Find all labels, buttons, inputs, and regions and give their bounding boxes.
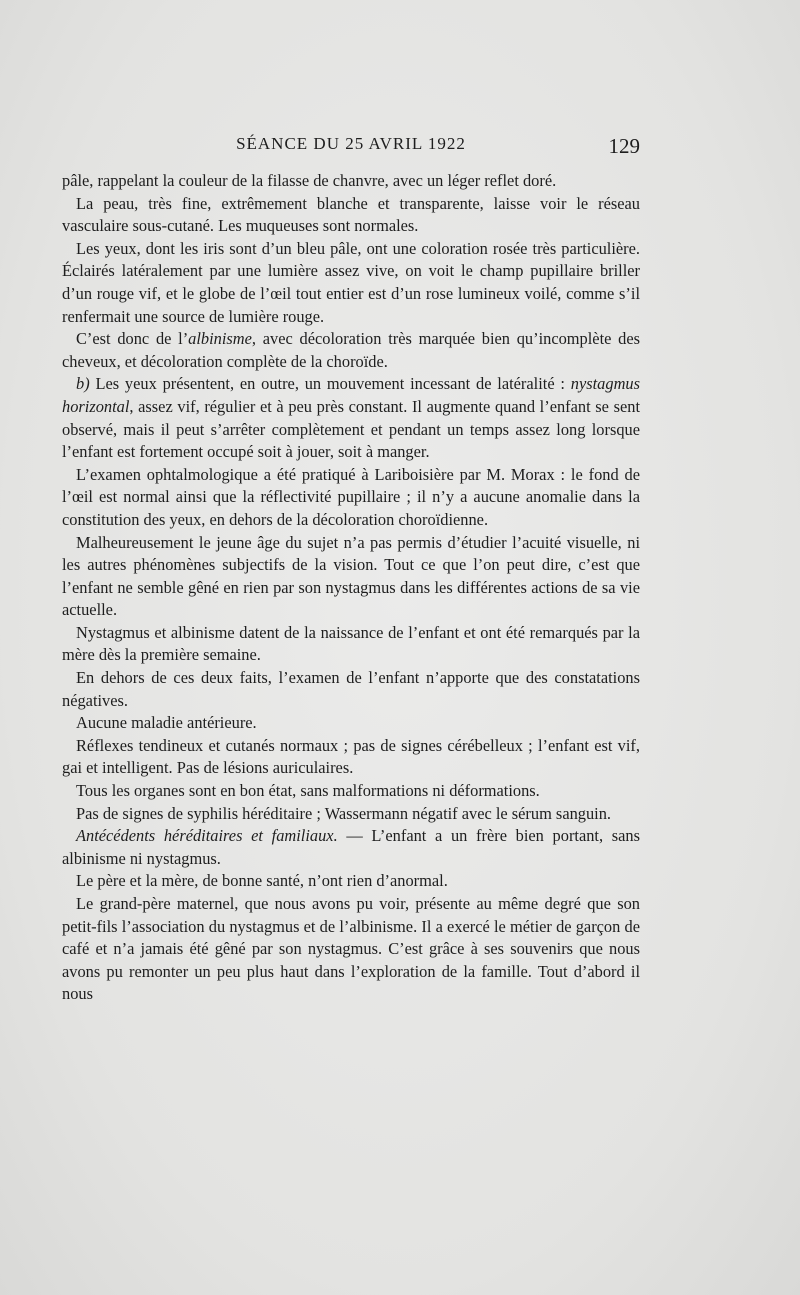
running-head: SÉANCE DU 25 AVRIL 1922 [236,134,466,153]
paragraph [62,373,640,463]
text-run: C’est donc de l’ [76,329,189,349]
paragraph: Pas de signes de syphilis héréditaire ; Wassermann négatif avec le sérum sanguin. [76,803,612,823]
text-run: , assez vif, régulier et à peu près constant. Il augmente quand l’enfant se sent observé, mais il peut s’arrêter complètement et pendant un temps assez long lorsque l’enfant est fortement occupé soit à jouer, soit à manger. [62,396,640,462]
paragraph: Tous les organes sont en bon état, sans malformations ni déformations. [76,781,540,801]
italic-term: nystagmus horizontal [62,374,640,416]
paragraph: Réflexes tendineux et cutanés normaux ; pas de signes cérébelleux ; l’enfant est vif, gai et intelligent. Pas de lésions auriculaires. [62,735,640,778]
paragraph: Aucune maladie antérieure. [76,713,257,733]
list-label: b) [76,374,90,394]
text-run: — L’enfant a un frère bien portant, sans albinisme ni nystagmus. [62,826,640,868]
paragraph: L’examen ophtalmologique a été pratiqué à Lariboisière par M. Morax : le fond de l’œil est normal ainsi que la réflectivité pupillaire ; il n’y a aucune anomalie dans la constitution des yeux, en dehors de la décoloration choroïdienne. [62,464,640,529]
page-header [62,134,640,164]
paragraph [62,825,640,870]
paragraph: Malheureusement le jeune âge du sujet n’a pas permis d’étudier l’acuité visuelle, ni les autres phénomènes subjectifs de la vision. Tout ce que l’on peut dire, c’est que l’enfant ne semble gêné en rien par son nystagmus dans les différentes actions de sa vie actuelle. [62,532,640,620]
body-text [62,170,640,1006]
section-heading: Antécédents héréditaires et familiaux. [76,826,338,846]
paragraph: Le grand-père maternel, que nous avons pu voir, présente au même degré que son petit-fils l’association du nystagmus et de l’albinisme. Il a exercé le métier de garçon de café et n’a jamais été gêné par son nystagmus. C’est grâce à ses souvenirs que nous avons pu remonter un peu plus haut dans l’exploration de la famille. Tout d’abord il nous [62,894,640,1004]
paragraph: pâle, rappelant la couleur de la filasse de chanvre, avec un léger reflet doré. [62,171,557,190]
paragraph: Nystagmus et albinisme datent de la naissance de l’enfant et ont été remarqués par la mère dès la première semaine. [62,622,640,665]
paragraph: La peau, très fine, extrêmement blanche et transparente, laisse voir le réseau vasculaire sous-cutané. Les muqueuses sont normales. [62,193,640,236]
paragraph: En dehors de ces deux faits, l’examen de l’enfant n’apporte que des constatations négatives. [62,668,640,710]
text-run: , avec décoloration très marquée bien qu’incomplète des cheveux, et décoloration complète de la choroïde. [62,329,640,371]
paragraph: Les yeux, dont les iris sont d’un bleu pâle, ont une coloration rosée très particulière. Éclairés latéralement par une lumière assez vive, on voit le champ pupillaire briller d’un rouge vif, et le globe de l’œil tout entier est d’un rose lumineux voilé, comme s’il renfermait une source de lumière rouge. [62,238,640,326]
text-run: Les yeux présentent, en outre, un mouvement incessant de latéralité : [89,374,571,394]
paragraph: Le père et la mère, de bonne santé, n’ont rien d’anormal. [76,871,448,891]
page-number: 129 [608,134,640,158]
paragraph [62,328,640,373]
italic-term: albinisme [188,329,252,349]
